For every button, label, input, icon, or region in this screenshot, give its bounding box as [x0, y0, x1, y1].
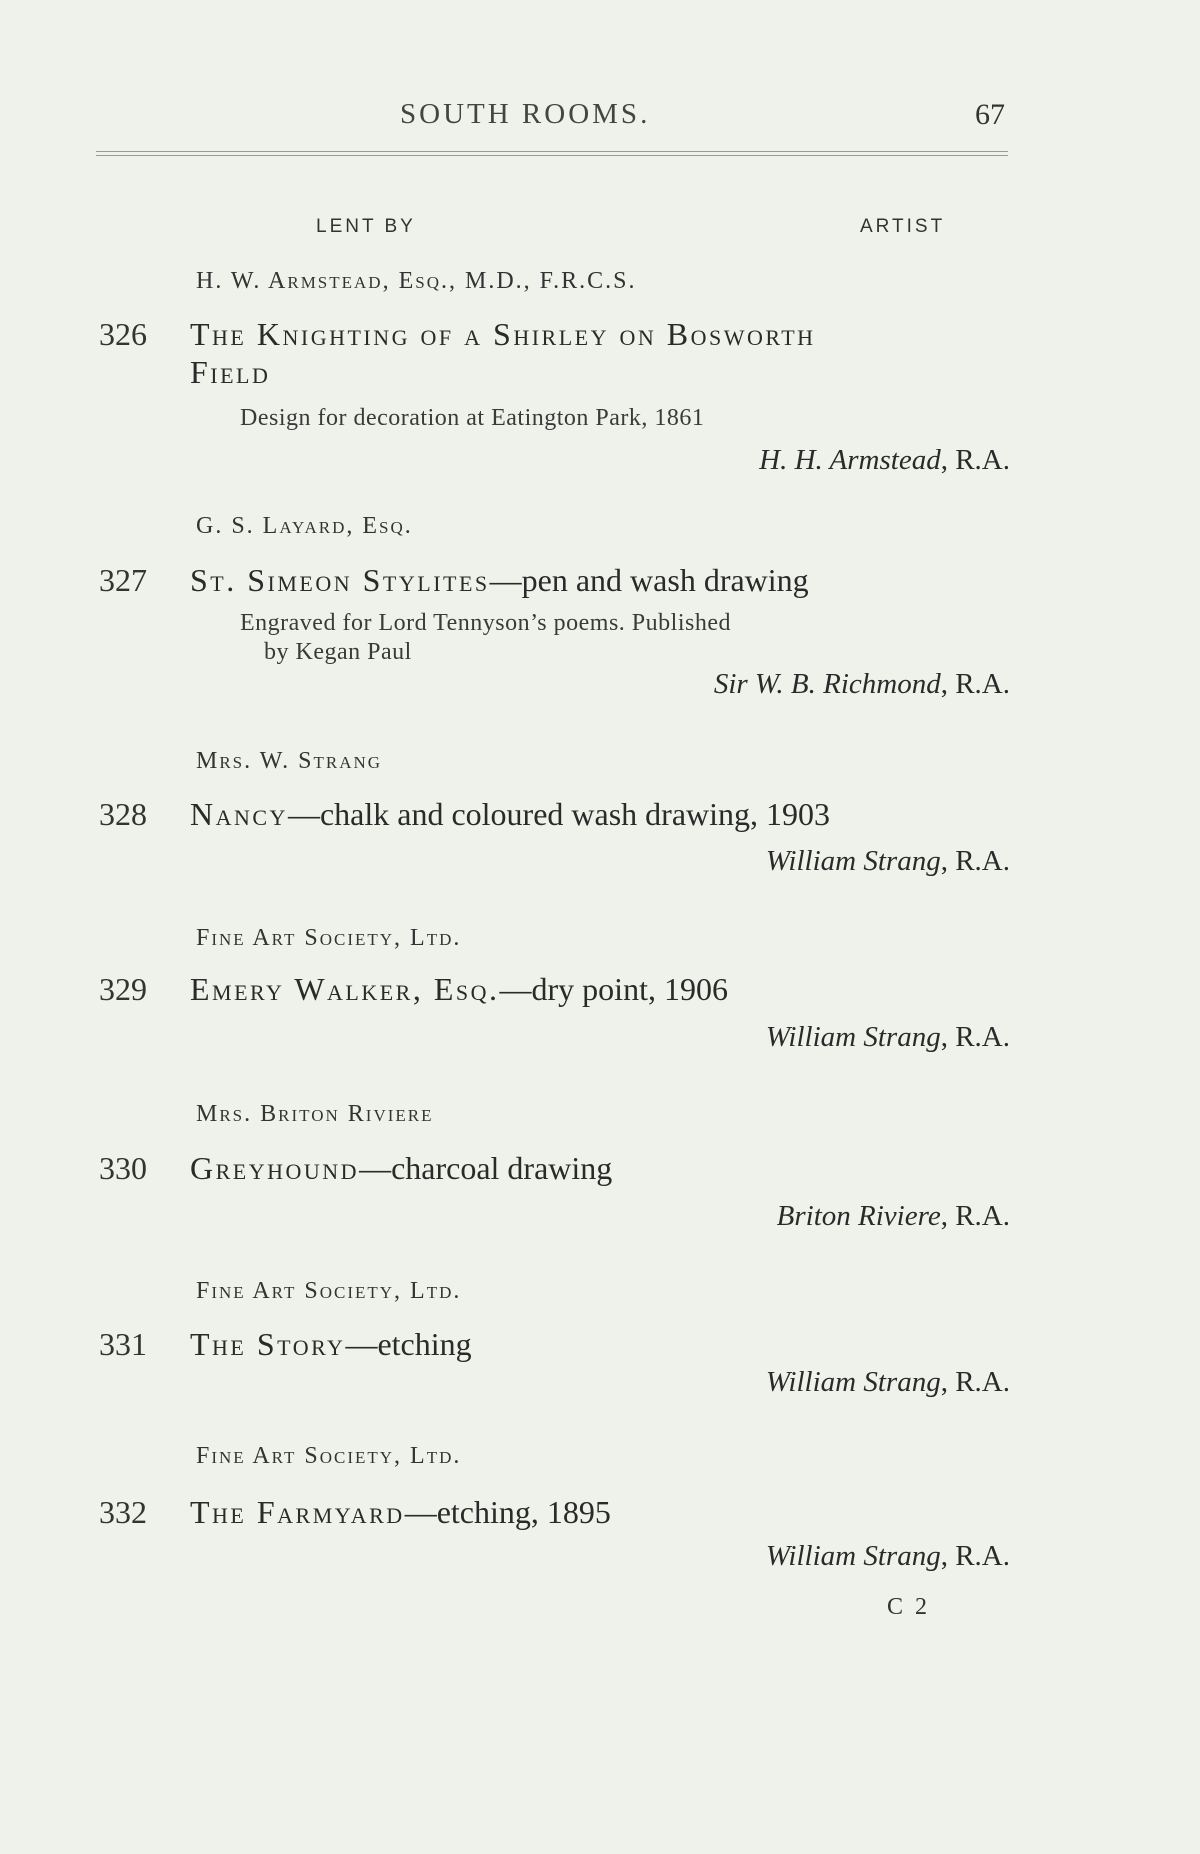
lender-328: Mrs. W. Strang	[196, 748, 383, 774]
note-327-continued: by Kegan Paul	[264, 639, 412, 665]
lent-by-heading: LENT BY	[316, 216, 416, 237]
artist-327: Sir W. B. Richmond, R.A.	[713, 668, 1010, 700]
title-332: The Farmyard—etching, 1895	[190, 1494, 611, 1530]
catalogue-number-326: 326	[99, 316, 147, 352]
lender-331: Fine Art Society, Ltd.	[196, 1278, 462, 1304]
title-331: The Story—etching	[190, 1326, 472, 1362]
lender-327: G. S. Layard, Esq.	[196, 513, 413, 539]
lender-332: Fine Art Society, Ltd.	[196, 1443, 462, 1469]
title-326-continued: Field	[190, 354, 271, 390]
artist-332: William Strang, R.A.	[765, 1540, 1010, 1572]
title-329: Emery Walker, Esq.—dry point, 1906	[190, 971, 728, 1007]
lender-330: Mrs. Briton Riviere	[196, 1101, 434, 1127]
title-326: The Knighting of a Shirley on Bosworth	[190, 316, 816, 352]
artist-331: William Strang, R.A.	[765, 1366, 1010, 1398]
artist-328: William Strang, R.A.	[765, 845, 1010, 877]
running-title: SOUTH ROOMS.	[400, 98, 651, 130]
title-327: St. Simeon Stylites—pen and wash drawing	[190, 562, 809, 598]
catalogue-number-330: 330	[99, 1150, 147, 1186]
catalogue-number-327: 327	[99, 562, 147, 598]
lender-329: Fine Art Society, Ltd.	[196, 925, 462, 951]
artist-heading: ARTIST	[860, 216, 946, 237]
page-number: 67	[975, 98, 1005, 131]
artist-330: Briton Riviere, R.A.	[776, 1200, 1010, 1232]
note-327: Engraved for Lord Tennyson’s poems. Published	[240, 610, 731, 636]
header-rule-top	[96, 151, 1008, 152]
catalogue-number-329: 329	[99, 971, 147, 1007]
title-330: Greyhound—charcoal drawing	[190, 1150, 613, 1186]
artist-326: H. H. Armstead, R.A.	[759, 444, 1010, 476]
catalogue-number-332: 332	[99, 1494, 147, 1530]
catalogue-number-331: 331	[99, 1326, 147, 1362]
lender-326: H. W. Armstead, Esq., M.D., F.R.C.S.	[196, 268, 637, 294]
signature-mark: C 2	[887, 1594, 931, 1620]
catalogue-number-328: 328	[99, 796, 147, 832]
note-326: Design for decoration at Eatington Park, 1861	[240, 405, 705, 431]
header-rule-bottom	[96, 155, 1008, 156]
title-328: Nancy—chalk and coloured wash drawing, 1903	[190, 796, 831, 832]
artist-329: William Strang, R.A.	[765, 1021, 1010, 1053]
